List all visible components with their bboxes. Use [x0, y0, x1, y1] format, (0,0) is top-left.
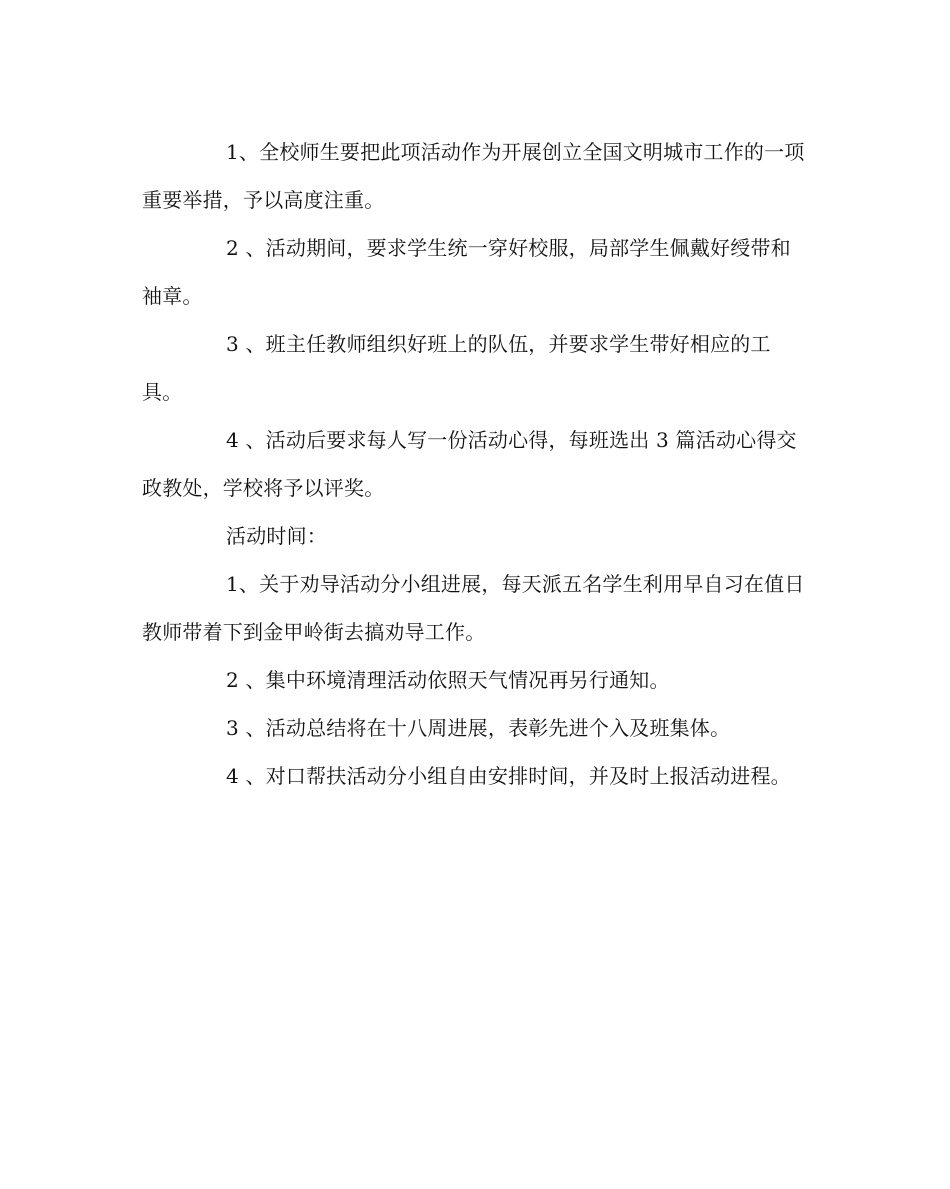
paragraph-time-2: 2 、集中环境清理活动依照天气情况再另行通知。 [226, 668, 670, 692]
paragraph-time-3: 3 、活动总结将在十八周进展，表彰先进个入及班集体。 [226, 716, 731, 740]
paragraph-time-1: 1、关于劝导活动分小组进展，每天派五名学生利用早自习在值日教师带着下到金甲岭街去搞劝导工作。 [142, 572, 805, 644]
paragraph-requirement-3: 3 、班主任教师组织好班上的队伍，并要求学生带好相应的工具。 [142, 332, 771, 404]
paragraph-requirement-2: 2 、活动期间，要求学生统一穿好校服，局部学生佩戴好绶带和袖章。 [142, 236, 791, 308]
paragraph-requirement-4: 4 、活动后要求每人写一份活动心得，每班选出 3 篇活动心得交政教处，学校将予以评奖。 [142, 428, 797, 500]
paragraph-time-4: 4 、对口帮扶活动分小组自由安排时间，并及时上报活动进程。 [226, 764, 791, 788]
paragraph-requirement-1: 1、全校师生要把此项活动作为开展创立全国文明城市工作的一项重要举措，予以高度注重。 [142, 140, 805, 212]
document-body [142, 128, 810, 800]
section-heading-activity-time: 活动时间： [226, 524, 327, 548]
